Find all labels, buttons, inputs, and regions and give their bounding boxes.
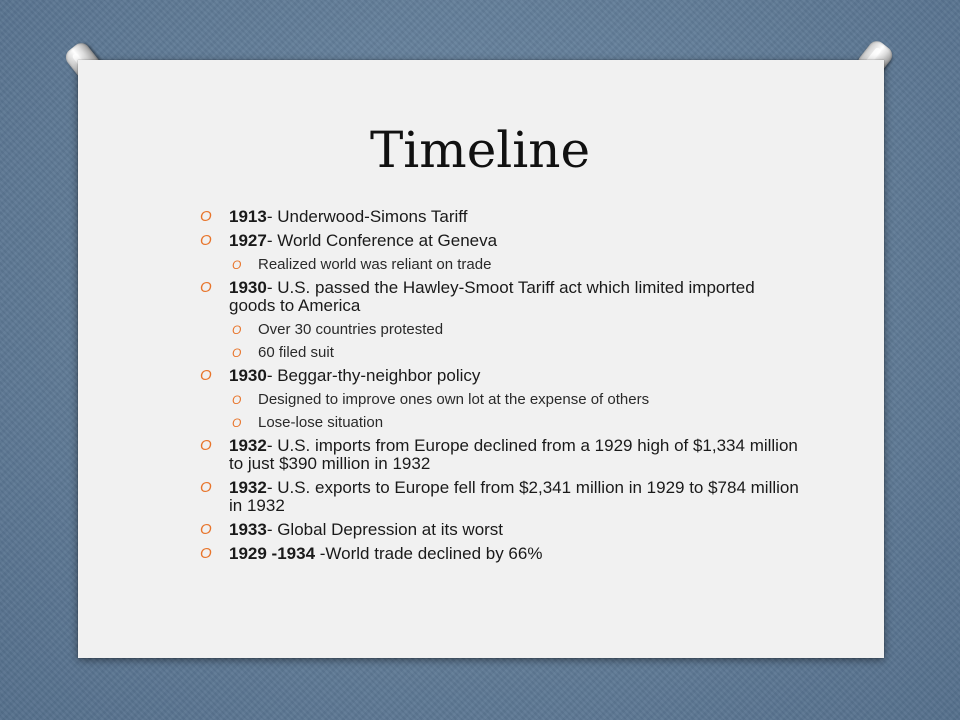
timeline-item	[200, 545, 800, 563]
timeline-subitem	[232, 391, 800, 408]
timeline-item	[200, 437, 800, 473]
bullet-icon: O	[200, 545, 212, 562]
item-text: - U.S. imports from Europe declined from a 1929 high of $1,334 million to just $390 million in 1932	[229, 436, 798, 473]
subitem-text: Realized world was reliant on trade	[258, 256, 492, 273]
item-text: - Underwood-Simons Tariff	[266, 207, 468, 226]
bullet-icon: O	[200, 479, 212, 496]
timeline-item	[200, 479, 800, 515]
timeline-item	[200, 367, 800, 385]
subitem-text: Designed to improve ones own lot at the expense of others	[258, 391, 650, 408]
bullet-icon: O	[232, 346, 242, 360]
item-text: - Beggar-thy-neighbor policy	[266, 366, 481, 385]
timeline-item	[200, 208, 800, 226]
item-year: 1913	[229, 207, 267, 226]
bullet-icon: O	[232, 416, 242, 430]
item-text: - Global Depression at its worst	[266, 520, 504, 539]
timeline-subitem	[232, 344, 800, 361]
subitem-text: Lose-lose situation	[258, 414, 384, 431]
subitem-text: 60 filed suit	[258, 344, 334, 361]
subitem-text: Over 30 countries protested	[258, 321, 444, 338]
bullet-icon: O	[232, 323, 242, 337]
item-text: - U.S. exports to Europe fell from $2,341 million in 1929 to $784 million in 1932	[229, 478, 799, 515]
bullet-icon: O	[200, 521, 212, 538]
timeline-subitem	[232, 414, 800, 431]
item-year: 1929 -1934	[229, 544, 316, 563]
timeline-item	[200, 279, 800, 315]
bullet-icon: O	[232, 393, 242, 407]
slide-title: Timeline	[369, 121, 591, 179]
bullet-list	[200, 208, 800, 569]
item-text: - U.S. passed the Hawley-Smoot Tariff act which limited imported goods to America	[229, 278, 755, 315]
bullet-icon: O	[200, 232, 212, 249]
item-year: 1932	[229, 478, 267, 497]
item-year: 1927	[229, 231, 267, 250]
item-year: 1930	[229, 366, 267, 385]
bullet-icon: O	[200, 279, 212, 296]
item-year: 1930	[229, 278, 267, 297]
timeline-subitem	[232, 321, 800, 338]
item-text: - World Conference at Geneva	[266, 231, 498, 250]
item-text: -World trade declined by 66%	[315, 544, 543, 563]
bullet-icon: O	[200, 367, 212, 384]
bullet-icon: O	[200, 437, 212, 454]
timeline-item	[200, 232, 800, 250]
bullet-icon: O	[232, 258, 242, 272]
timeline-subitem	[232, 256, 800, 273]
timeline-item	[200, 521, 800, 539]
bullet-icon: O	[200, 208, 212, 225]
item-year: 1932	[229, 436, 267, 455]
item-year: 1933	[229, 520, 267, 539]
